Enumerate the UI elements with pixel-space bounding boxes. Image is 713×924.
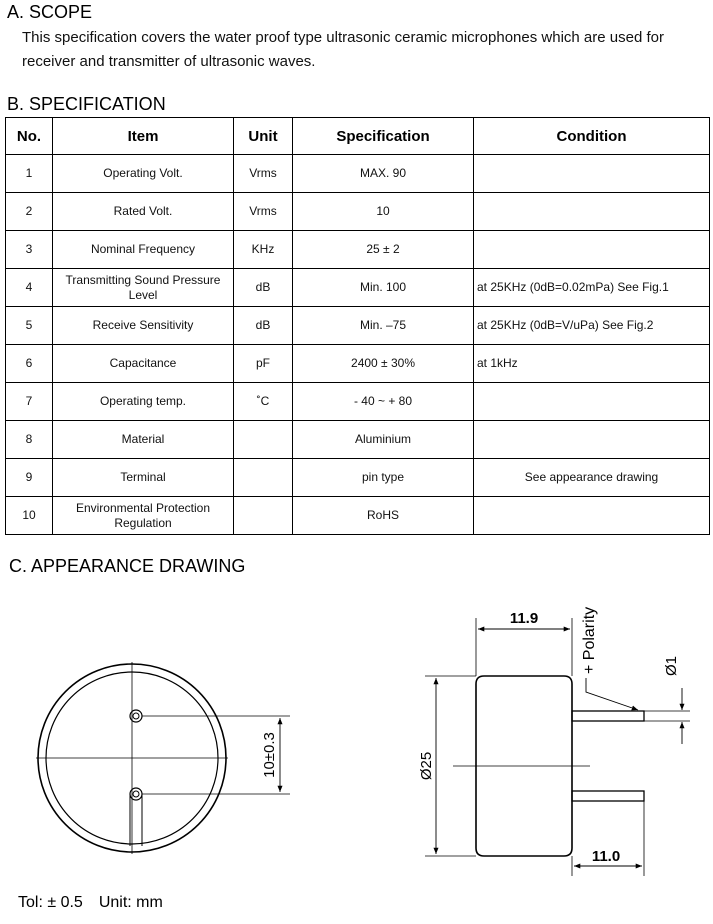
cell-unit bbox=[234, 421, 293, 459]
pin-spacing-label: 10±0.3 bbox=[261, 732, 278, 778]
cell-specification: Min. 100 bbox=[293, 269, 474, 307]
appearance-heading: C. APPEARANCE DRAWING bbox=[9, 556, 246, 576]
column-header-item: Item bbox=[53, 118, 234, 155]
cell-unit: ˚C bbox=[234, 383, 293, 421]
cell-specification: Aluminium bbox=[293, 421, 474, 459]
column-header-no: No. bbox=[6, 118, 53, 155]
table-header-row bbox=[6, 118, 710, 155]
cell-condition bbox=[474, 421, 710, 459]
polarity-leader bbox=[586, 678, 638, 710]
scope-text: This specification covers the water proof type ultrasonic ceramic microphones which are used for receiver and transmitter of ultrasonic waves. bbox=[22, 29, 664, 70]
cell-unit: KHz bbox=[234, 231, 293, 269]
table-row bbox=[6, 269, 710, 307]
cell-item: Terminal bbox=[53, 459, 234, 497]
table-row bbox=[6, 497, 710, 535]
table-row bbox=[6, 345, 710, 383]
table-row bbox=[6, 307, 710, 345]
tolerance-text: Tol: ± 0.5 bbox=[18, 894, 83, 911]
cell-specification: 25 ± 2 bbox=[293, 231, 474, 269]
table-row bbox=[6, 231, 710, 269]
column-header-unit: Unit bbox=[234, 118, 293, 155]
cell-no: 3 bbox=[6, 231, 53, 269]
body-diameter-label: Ø25 bbox=[418, 751, 435, 781]
specification-table bbox=[5, 117, 710, 535]
cell-unit: pF bbox=[234, 345, 293, 383]
cell-item: Rated Volt. bbox=[53, 193, 234, 231]
body-length-label: 11.9 bbox=[509, 610, 539, 627]
cell-unit: dB bbox=[234, 307, 293, 345]
cell-condition bbox=[474, 497, 710, 535]
polarity-label: + Polarity bbox=[581, 606, 598, 674]
pin-bottom bbox=[572, 791, 644, 801]
pin-hole-bottom-inner bbox=[133, 791, 139, 797]
side-view bbox=[418, 607, 690, 876]
table-row bbox=[6, 383, 710, 421]
front-view bbox=[36, 662, 290, 854]
cell-no: 5 bbox=[6, 307, 53, 345]
pin-diameter-label: Ø1 bbox=[663, 655, 680, 677]
cell-unit bbox=[234, 497, 293, 535]
cell-specification: 2400 ± 30% bbox=[293, 345, 474, 383]
cell-specification: 10 bbox=[293, 193, 474, 231]
cell-condition: See appearance drawing bbox=[474, 459, 710, 497]
table-row bbox=[6, 193, 710, 231]
cell-item: Capacitance bbox=[53, 345, 234, 383]
cell-no: 4 bbox=[6, 269, 53, 307]
pin-hole-top-inner bbox=[133, 713, 139, 719]
table-row bbox=[6, 459, 710, 497]
cell-item: Operating Volt. bbox=[53, 155, 234, 193]
table-row bbox=[6, 155, 710, 193]
table-row bbox=[6, 421, 710, 459]
cell-no: 1 bbox=[6, 155, 53, 193]
cell-specification: pin type bbox=[293, 459, 474, 497]
cell-unit bbox=[234, 459, 293, 497]
scope-heading: A. SCOPE bbox=[7, 2, 93, 22]
cell-no: 2 bbox=[6, 193, 53, 231]
cell-condition bbox=[474, 231, 710, 269]
cell-item: Transmitting Sound Pressure Level bbox=[53, 269, 234, 307]
cell-condition: at 25KHz (0dB=0.02mPa) See Fig.1 bbox=[474, 269, 710, 307]
cell-no: 7 bbox=[6, 383, 53, 421]
cell-unit: Vrms bbox=[234, 155, 293, 193]
cell-no: 8 bbox=[6, 421, 53, 459]
specification-heading: B. SPECIFICATION bbox=[7, 94, 166, 114]
cell-item: Nominal Frequency bbox=[53, 231, 234, 269]
cell-item: Environmental Protection Regulation bbox=[53, 497, 234, 535]
cell-condition bbox=[474, 383, 710, 421]
cell-condition: at 1kHz bbox=[474, 345, 710, 383]
cell-item: Receive Sensitivity bbox=[53, 307, 234, 345]
cell-condition bbox=[474, 193, 710, 231]
cell-no: 10 bbox=[6, 497, 53, 535]
cell-item: Operating temp. bbox=[53, 383, 234, 421]
cell-item: Material bbox=[53, 421, 234, 459]
column-header-condition: Condition bbox=[474, 118, 710, 155]
appearance-drawing bbox=[0, 580, 713, 890]
cell-no: 6 bbox=[6, 345, 53, 383]
cell-condition: at 25KHz (0dB=V/uPa) See Fig.2 bbox=[474, 307, 710, 345]
cell-specification: - 40 ~ + 80 bbox=[293, 383, 474, 421]
cell-unit: dB bbox=[234, 269, 293, 307]
cell-specification: RoHS bbox=[293, 497, 474, 535]
cell-condition bbox=[474, 155, 710, 193]
tolerance-note bbox=[18, 894, 179, 912]
cell-no: 9 bbox=[6, 459, 53, 497]
cell-specification: Min. –75 bbox=[293, 307, 474, 345]
cell-unit: Vrms bbox=[234, 193, 293, 231]
cell-specification: MAX. 90 bbox=[293, 155, 474, 193]
unit-text: Unit: mm bbox=[98, 894, 163, 911]
column-header-specification: Specification bbox=[293, 118, 474, 155]
pin-length-label: 11.0 bbox=[591, 848, 621, 865]
pin-top bbox=[572, 711, 644, 721]
